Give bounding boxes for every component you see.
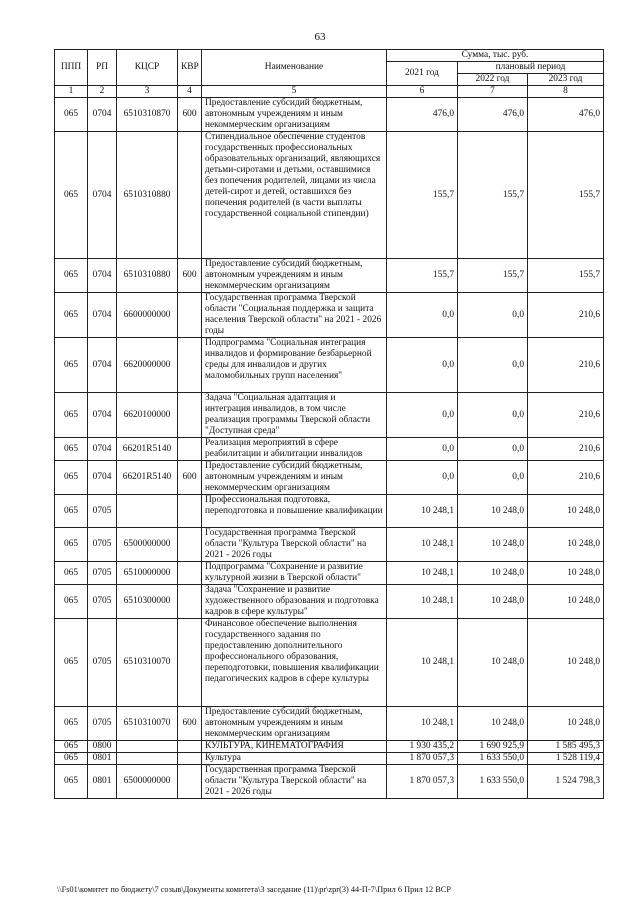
cell-rp: 0704 [88, 259, 117, 293]
cell-ppp: 065 [55, 98, 88, 132]
column-number: 4 [178, 86, 202, 98]
cell-kvr [178, 338, 202, 393]
cell-kcsr: 6510000000 [117, 562, 178, 585]
table-row [55, 259, 604, 293]
cell-kvr [178, 438, 202, 461]
table-row [55, 98, 604, 132]
cell-rp: 0705 [88, 495, 117, 528]
cell-kcsr: 6510310070 [117, 619, 178, 707]
cell-ppp: 065 [55, 461, 88, 495]
cell-2023: 210,6 [528, 461, 604, 495]
cell-2022: 0,0 [458, 293, 528, 338]
header-ppp: ППП [55, 50, 88, 86]
cell-kcsr [117, 753, 178, 765]
cell-rp: 0705 [88, 585, 117, 619]
cell-2021: 1 870 057,3 [387, 765, 458, 799]
cell-rp: 0801 [88, 765, 117, 799]
cell-2021: 10 248,1 [387, 495, 458, 528]
cell-2021: 1 930 435,2 [387, 741, 458, 753]
cell-2022: 0,0 [458, 438, 528, 461]
cell-2022: 10 248,0 [458, 562, 528, 585]
cell-kcsr: 6510310870 [117, 98, 178, 132]
cell-kvr: 600 [178, 707, 202, 741]
cell-2021: 155,7 [387, 259, 458, 293]
header-name: Наименование [202, 50, 387, 86]
cell-rp: 0704 [88, 438, 117, 461]
cell-rp: 0705 [88, 562, 117, 585]
cell-2023: 10 248,0 [528, 495, 604, 528]
cell-ppp: 065 [55, 753, 88, 765]
table-row [55, 393, 604, 438]
column-number: 2 [88, 86, 117, 98]
cell-name: Задача "Социальная адаптация и интеграция инвалидов, в том числе реализация программы Тверской области "Доступная среда" [202, 393, 387, 438]
header-planned-period: плановый период [458, 62, 604, 74]
cell-rp: 0800 [88, 741, 117, 753]
cell-2021: 476,0 [387, 98, 458, 132]
cell-2021: 0,0 [387, 293, 458, 338]
table-row [55, 562, 604, 585]
cell-2021: 10 248,1 [387, 619, 458, 707]
cell-2021: 10 248,1 [387, 707, 458, 741]
cell-2021: 0,0 [387, 461, 458, 495]
cell-2022: 10 248,0 [458, 528, 528, 562]
cell-kcsr: 6510310880 [117, 259, 178, 293]
cell-ppp: 065 [55, 495, 88, 528]
cell-name: Задача "Сохранение и развитие художественного образования и подготовка кадров в сфере культуры" [202, 585, 387, 619]
cell-ppp: 065 [55, 528, 88, 562]
cell-kvr [178, 585, 202, 619]
cell-2021: 1 870 057,3 [387, 753, 458, 765]
cell-2023: 10 248,0 [528, 585, 604, 619]
cell-2023: 476,0 [528, 98, 604, 132]
cell-kvr: 600 [178, 98, 202, 132]
table-row [55, 741, 604, 753]
cell-kvr [178, 765, 202, 799]
cell-name: Предоставление субсидий бюджетным, автономным учреждениям и иным некоммерческим организациям [202, 461, 387, 495]
file-path-footer: \\Fs01\комитет по бюджету\7 созыв\Документы комитета\3 заседание (11)\pr\zpr(3) 44-П-7\Прил 6 Прил 12 ВСР [57, 885, 451, 894]
cell-name: Государственная программа Тверской области "Социальная поддержка и защита населения Тверской области" на 2021 - 2026 годы [202, 293, 387, 338]
cell-2023: 1 528 119,4 [528, 753, 604, 765]
table-row [55, 528, 604, 562]
cell-kcsr: 6620100000 [117, 393, 178, 438]
cell-kvr [178, 562, 202, 585]
cell-2021: 10 248,1 [387, 585, 458, 619]
column-number: 7 [458, 86, 528, 98]
cell-2023: 210,6 [528, 338, 604, 393]
cell-ppp: 065 [55, 393, 88, 438]
cell-kcsr: 6500000000 [117, 528, 178, 562]
cell-2023: 10 248,0 [528, 528, 604, 562]
cell-rp: 0704 [88, 98, 117, 132]
table-row [55, 338, 604, 393]
cell-2022: 10 248,0 [458, 585, 528, 619]
cell-ppp: 065 [55, 438, 88, 461]
cell-2023: 1 524 798,3 [528, 765, 604, 799]
cell-kvr [178, 132, 202, 259]
cell-2022: 1 633 550,0 [458, 753, 528, 765]
cell-name: Реализация мероприятий в сфере реабилитации и абилитации инвалидов [202, 438, 387, 461]
cell-2021: 0,0 [387, 338, 458, 393]
cell-name: Финансовое обеспечение выполнения государственного задания по предоставлению дополнительного профессионального образования, переподготовки, повышения квалификации педагогических кадров в сфере культуры [202, 619, 387, 707]
cell-name: Профессиональная подготовка, переподготовка и повышение квалификации [202, 495, 387, 528]
cell-kcsr: 6500000000 [117, 765, 178, 799]
cell-rp: 0704 [88, 338, 117, 393]
cell-kvr [178, 293, 202, 338]
cell-kvr: 600 [178, 259, 202, 293]
cell-name: Культура [202, 753, 387, 765]
cell-name: Государственная программа Тверской области "Культура Тверской области" на 2021 - 2026 годы [202, 528, 387, 562]
cell-kvr [178, 393, 202, 438]
cell-name: Стипендиальное обеспечение студентов государственных профессиональных образовательных организаций, являющихся детьми-сиротами и детьми, оставшимися без попечения родителей, лицами из числа детей-сирот и детей, оставшихся без попечения родителей (в части выплаты государственной социальной стипендии) [202, 132, 387, 259]
cell-kvr [178, 753, 202, 765]
cell-kvr [178, 528, 202, 562]
table-row [55, 707, 604, 741]
table-row [55, 293, 604, 338]
cell-ppp: 065 [55, 132, 88, 259]
cell-2022: 0,0 [458, 461, 528, 495]
cell-rp: 0704 [88, 132, 117, 259]
cell-ppp: 065 [55, 619, 88, 707]
cell-2022: 1 633 550,0 [458, 765, 528, 799]
cell-rp: 0801 [88, 753, 117, 765]
table-row [55, 619, 604, 707]
cell-name: Подпрограмма "Социальная интеграция инвалидов и формирование безбарьерной среды для инвалидов и других маломобильных групп населения" [202, 338, 387, 393]
cell-2023: 155,7 [528, 259, 604, 293]
table-row [55, 753, 604, 765]
cell-2023: 210,6 [528, 293, 604, 338]
header-2021: 2021 год [387, 62, 458, 86]
cell-ppp: 065 [55, 338, 88, 393]
cell-kvr: 600 [178, 461, 202, 495]
cell-rp: 0705 [88, 528, 117, 562]
table-row [55, 132, 604, 259]
cell-name: Предоставление субсидий бюджетным, автономным учреждениям и иным некоммерческим организациям [202, 98, 387, 132]
table-row [55, 438, 604, 461]
cell-2022: 10 248,0 [458, 495, 528, 528]
table-row [55, 495, 604, 528]
cell-2021: 10 248,1 [387, 562, 458, 585]
header-2022: 2022 год [458, 74, 528, 86]
cell-rp: 0704 [88, 461, 117, 495]
cell-kcsr: 6600000000 [117, 293, 178, 338]
table-row [55, 461, 604, 495]
column-number: 1 [55, 86, 88, 98]
cell-kcsr: 6510300000 [117, 585, 178, 619]
cell-rp: 0704 [88, 293, 117, 338]
cell-2023: 210,6 [528, 438, 604, 461]
cell-ppp: 065 [55, 293, 88, 338]
cell-ppp: 065 [55, 765, 88, 799]
cell-name: Предоставление субсидий бюджетным, автономным учреждениям и иным некоммерческим организациям [202, 259, 387, 293]
cell-2021: 155,7 [387, 132, 458, 259]
cell-rp: 0705 [88, 619, 117, 707]
column-number: 3 [117, 86, 178, 98]
column-number: 6 [387, 86, 458, 98]
cell-kvr [178, 495, 202, 528]
cell-kcsr [117, 495, 178, 528]
cell-rp: 0705 [88, 707, 117, 741]
cell-2022: 0,0 [458, 393, 528, 438]
cell-kvr [178, 619, 202, 707]
cell-2023: 10 248,0 [528, 619, 604, 707]
header-kcsr: КЦСР [117, 50, 178, 86]
budget-table [54, 49, 604, 799]
page-number: 63 [314, 31, 326, 43]
header-sum: Сумма, тыс. руб. [387, 50, 604, 62]
cell-name: КУЛЬТУРА, КИНЕМАТОГРАФИЯ [202, 741, 387, 753]
table-row [55, 765, 604, 799]
cell-2023: 210,6 [528, 393, 604, 438]
cell-kcsr: 66201R5140 [117, 461, 178, 495]
cell-2021: 10 248,1 [387, 528, 458, 562]
header-kvr: КВР [178, 50, 202, 86]
cell-2023: 10 248,0 [528, 707, 604, 741]
cell-ppp: 065 [55, 562, 88, 585]
cell-kcsr: 6510310070 [117, 707, 178, 741]
cell-2021: 0,0 [387, 438, 458, 461]
cell-kcsr [117, 741, 178, 753]
header-rp: РП [88, 50, 117, 86]
cell-kcsr: 6510310880 [117, 132, 178, 259]
table-body [55, 98, 604, 799]
cell-ppp: 065 [55, 741, 88, 753]
column-number: 5 [202, 86, 387, 98]
cell-2022: 0,0 [458, 338, 528, 393]
cell-2022: 476,0 [458, 98, 528, 132]
cell-kcsr: 6620000000 [117, 338, 178, 393]
cell-kcsr: 66201R5140 [117, 438, 178, 461]
cell-2022: 10 248,0 [458, 619, 528, 707]
cell-ppp: 065 [55, 259, 88, 293]
cell-2022: 1 690 925,9 [458, 741, 528, 753]
cell-name: Государственная программа Тверской области "Культура Тверской области" на 2021 - 2026 годы [202, 765, 387, 799]
cell-2021: 0,0 [387, 393, 458, 438]
cell-kvr [178, 741, 202, 753]
table-row [55, 585, 604, 619]
cell-2023: 155,7 [528, 132, 604, 259]
column-number: 8 [528, 86, 604, 98]
cell-rp: 0704 [88, 393, 117, 438]
cell-ppp: 065 [55, 707, 88, 741]
header-2023: 2023 год [528, 74, 604, 86]
cell-name: Предоставление субсидий бюджетным, автономным учреждениям и иным некоммерческим организациям [202, 707, 387, 741]
cell-2022: 155,7 [458, 132, 528, 259]
cell-name: Подпрограмма "Сохранение и развитие культурной жизни в Тверской области" [202, 562, 387, 585]
cell-2022: 155,7 [458, 259, 528, 293]
cell-2023: 1 585 495,3 [528, 741, 604, 753]
cell-2022: 10 248,0 [458, 707, 528, 741]
cell-2023: 10 248,0 [528, 562, 604, 585]
cell-ppp: 065 [55, 585, 88, 619]
